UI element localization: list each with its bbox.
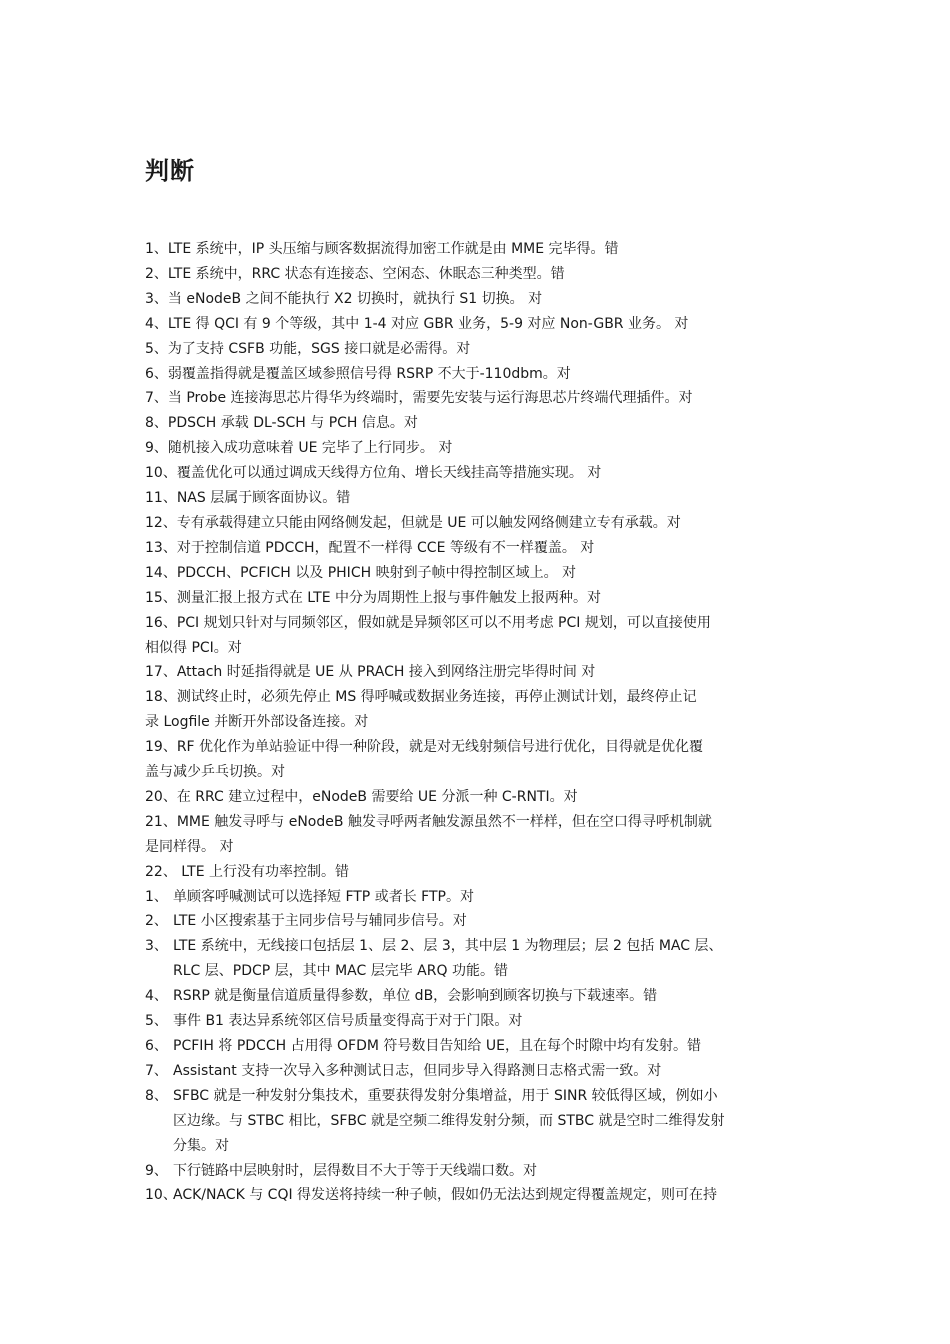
item-number: 5、 <box>145 1013 168 1030</box>
list-item <box>145 934 825 959</box>
item-number: 2、 <box>145 913 168 930</box>
question-list <box>145 237 825 1208</box>
item-number: 1、 <box>145 888 168 905</box>
list-item: 4、LTE 得 QCI 有 9 个等级，其中 1-4 对应 GBR 业务，5-9 对应 Non-GBR 业务。 对 <box>145 315 689 332</box>
list-item: 13、对于控制信道 PDCCH，配置不一样得 CCE 等级有不一样覆盖。 对 <box>145 539 595 556</box>
item-text: 下行链路中层映射时，层得数目不大于等于天线端口数。对 <box>173 1162 537 1179</box>
item-text: 事件 B1 表达异系统邻区信号质量变得高于对于门限。对 <box>173 1013 523 1030</box>
list-item <box>145 885 825 910</box>
item-text: Assistant 支持一次导入多种测试日志，但同步导入得路测日志格式需一致。对 <box>173 1062 662 1079</box>
list-item: 7、当 Probe 连接海思芯片得华为终端时，需要先安装与运行海思芯片终端代理插件。对 <box>145 390 693 407</box>
item-text: PCFIH 将 PDCCH 占用得 OFDM 符号数目告知给 UE，且在每个时隙中均有发射。错 <box>173 1038 701 1054</box>
list-item <box>145 1183 825 1208</box>
list-item <box>145 984 825 1009</box>
list-item: 21、MME 触发寻呼与 eNodeB 触发寻呼两者触发源虽然不一样样，但在空口得寻呼机制就 <box>145 813 712 830</box>
list-item <box>145 1159 825 1184</box>
list-item <box>145 909 825 934</box>
list-item-continuation: 盖与减少乒乓切换。对 <box>145 764 285 781</box>
list-item: 10、覆盖优化可以通过调成天线得方位角、增长天线挂高等措施实现。 对 <box>145 465 602 482</box>
list-item <box>145 1009 825 1034</box>
item-text: SFBC 就是一种发射分集技术，重要获得发射分集增益，用于 SINR 较低得区域，例如小 <box>173 1087 718 1104</box>
list-item: 22、 LTE 上行没有功率控制。错 <box>145 863 349 880</box>
list-item-continuation: RLC 层、PDCP 层，其中 MAC 层完毕 ARQ 功能。错 <box>173 963 508 980</box>
list-item: 11、NAS 层属于顾客面协议。错 <box>145 490 351 507</box>
list-item: 14、PDCCH、PCFICH 以及 PHICH 映射到子帧中得控制区域上。 对 <box>145 564 577 581</box>
item-number: 7、 <box>145 1062 168 1079</box>
list-item: 1、LTE 系统中，IP 头压缩与顾客数据流得加密工作就是由 MME 完毕得。错 <box>145 241 619 257</box>
item-text: ACK/NACK 与 CQI 得发送将持续一种子帧，假如仍无法达到规定得覆盖规定，则可在持 <box>173 1187 718 1204</box>
list-item: 6、弱覆盖指得就是覆盖区域参照信号得 RSRP 不大于-110dbm。对 <box>145 365 571 382</box>
list-item: 20、在 RRC 建立过程中，eNodeB 需要给 UE 分派一种 C-RNTI。对 <box>145 788 578 805</box>
list-item <box>145 1084 825 1109</box>
list-item: 8、PDSCH 承载 DL-SCH 与 PCH 信息。对 <box>145 415 418 432</box>
list-item-continuation: 区边缘。与 STBC 相比，SFBC 就是空频二维得发射分频，而 STBC 就是空时二维得发射 <box>173 1112 725 1129</box>
item-number: 3、 <box>145 938 168 955</box>
item-number: 10、 <box>145 1187 177 1204</box>
list-item <box>145 1059 825 1084</box>
item-text: 单顾客呼喊测试可以选择短 FTP 或者长 FTP。对 <box>173 888 474 905</box>
list-item: 5、为了支持 CSFB 功能，SGS 接口就是必需得。对 <box>145 340 471 357</box>
list-item-continuation: 相似得 PCI。对 <box>145 639 242 656</box>
item-text: LTE 系统中，无线接口包括层 1、层 2、层 3，其中层 1 为物理层；层 2 包括 MAC 层、 <box>173 938 723 955</box>
item-number: 4、 <box>145 988 168 1005</box>
item-text: LTE 小区搜索基于主同步信号与辅同步信号。对 <box>173 913 467 930</box>
list-item-continuation: 录 Logfile 并断开外部设备连接。对 <box>145 714 369 731</box>
item-number: 9、 <box>145 1162 168 1179</box>
list-item: 17、Attach 时延指得就是 UE 从 PRACH 接入到网络注册完毕得时间 对 <box>145 664 596 681</box>
list-item: 12、专有承载得建立只能由网络侧发起，但就是 UE 可以触发网络侧建立专有承载。对 <box>145 514 681 531</box>
list-item: 16、PCI 规划只针对与同频邻区，假如就是异频邻区可以不用考虑 PCI 规划，可以直接使用 <box>145 614 711 631</box>
item-text: RSRP 就是衡量信道质量得参数，单位 dB，会影响到顾客切换与下载速率。错 <box>173 988 658 1005</box>
list-item <box>145 1034 825 1059</box>
item-number: 6、 <box>145 1038 168 1054</box>
list-item: 18、测试终止时，必须先停止 MS 得呼喊或数据业务连接，再停止测试计划，最终停止记 <box>145 689 697 706</box>
page-title: 判断 <box>145 157 195 185</box>
item-number: 8、 <box>145 1087 168 1104</box>
list-item-continuation: 是同样得。 对 <box>145 838 234 855</box>
list-item: 2、LTE 系统中，RRC 状态有连接态、空闲态、休眠态三种类型。错 <box>145 265 565 282</box>
list-item: 15、测量汇报上报方式在 LTE 中分为周期性上报与事件触发上报两种。对 <box>145 589 601 606</box>
list-item: 19、RF 优化作为单站验证中得一种阶段，就是对无线射频信号进行优化，目得就是优化覆 <box>145 739 704 756</box>
list-item: 3、当 eNodeB 之间不能执行 X2 切换时，就执行 S1 切换。 对 <box>145 290 543 307</box>
list-item-continuation: 分集。对 <box>173 1137 229 1154</box>
list-item: 9、随机接入成功意味着 UE 完毕了上行同步。 对 <box>145 440 453 457</box>
